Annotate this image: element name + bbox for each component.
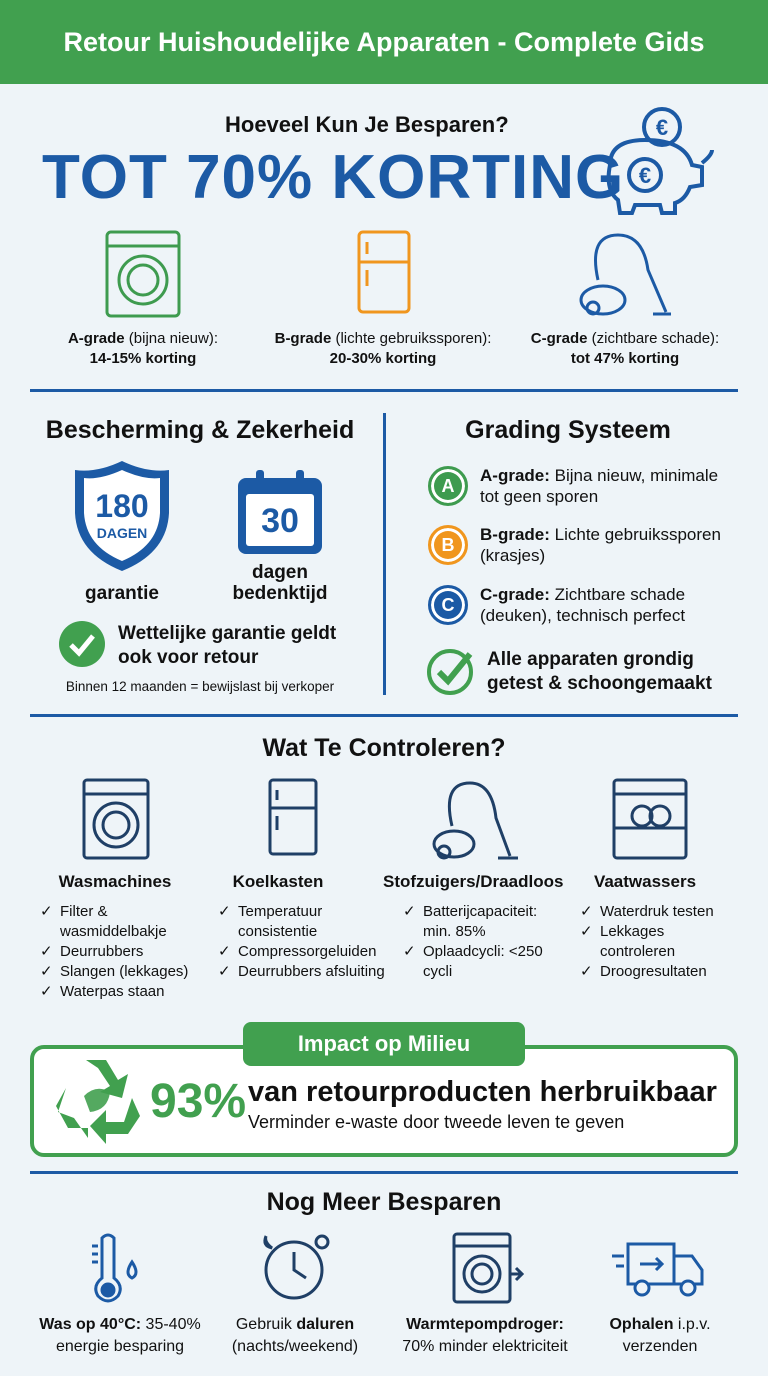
grade-item-b	[428, 524, 728, 566]
savings-headline: TOT 70% KORTING	[42, 143, 625, 212]
check-item: ✓ Droogresultaten	[580, 962, 730, 982]
divider	[383, 413, 386, 695]
check-item: ✓ Waterpas staan	[40, 982, 215, 1002]
grade-discount: 20-30% korting	[329, 350, 437, 367]
divider	[30, 389, 738, 392]
grade-desc: (bijna nieuw):	[124, 330, 219, 347]
calendar-number: 30	[261, 502, 299, 540]
legal-guarantee: ook voor retour	[118, 647, 259, 668]
vacuum-icon	[430, 778, 520, 860]
tip-text: i.p.v.	[673, 1316, 711, 1333]
check-item: ✓ Batterijcapaciteit: min. 85%	[403, 902, 543, 942]
column-title: Stofzuigers/Draadloos	[383, 872, 564, 891]
recycle-icon	[50, 1056, 142, 1146]
grade-label: B-grade:	[480, 525, 550, 544]
check-item: ✓ Compressorgeluiden	[218, 942, 398, 962]
check-item: ✓ Slangen (lekkages)	[40, 962, 215, 982]
washing-machine-icon	[82, 778, 150, 860]
tip-item	[200, 1314, 390, 1358]
grade-discount: 14-15% korting	[89, 350, 197, 367]
tip-bold: Ophalen	[609, 1316, 674, 1333]
tip-text: verzenden	[622, 1338, 698, 1355]
vacuum-icon	[578, 230, 673, 318]
column-title: Vaatwassers	[593, 872, 697, 891]
check-title: Wat Te Controleren?	[262, 734, 506, 762]
clock-icon	[258, 1228, 336, 1304]
thermometer-icon	[88, 1232, 144, 1304]
grade-label: C-grade:	[480, 585, 550, 604]
fridge-icon	[357, 230, 411, 318]
grade-item-a	[428, 465, 728, 507]
tip-text: (nachts/weekend)	[231, 1338, 359, 1355]
tip-item	[385, 1314, 585, 1358]
grade-label: C-grade	[530, 330, 588, 347]
grade-desc: (lichte gebruikssporen):	[331, 330, 492, 347]
check-item: ✓ Lekkages controleren	[580, 922, 730, 962]
shield-unit: DAGEN	[96, 525, 148, 541]
impact-sub: Verminder e-waste door tweede leven te geven	[248, 1112, 625, 1132]
tip-bold: Warmtepompdroger:	[406, 1316, 564, 1333]
check-item: ✓ Temperatuur consistentie	[218, 902, 398, 942]
washing-machine-icon	[105, 230, 181, 318]
column-title: Koelkasten	[232, 872, 324, 891]
grade-c-badge: C	[428, 585, 468, 625]
more-title: Nog Meer Besparen	[266, 1188, 502, 1216]
tip-bold: Was op 40°C:	[39, 1316, 142, 1333]
piggy-bank-icon	[590, 105, 720, 217]
divider	[30, 1171, 738, 1174]
check-item: ✓ Waterdruk testen	[580, 902, 730, 922]
divider	[30, 714, 738, 717]
calendar-label: bedenktijd	[232, 583, 328, 604]
grade-label: B-grade	[274, 330, 332, 347]
check-icon	[426, 646, 476, 696]
savings-question: Hoeveel Kun Je Besparen?	[225, 112, 509, 137]
shield-number: 180	[95, 488, 149, 524]
column-title: Wasmachines	[58, 872, 172, 891]
check-circle-icon	[58, 620, 106, 668]
tip-text: Gebruik	[235, 1316, 297, 1333]
tip-text: energie besparing	[55, 1338, 185, 1355]
grade-a-badge: A	[428, 466, 468, 506]
legal-note: Binnen 12 maanden = bewijslast bij verkoper	[65, 679, 335, 694]
tip-text: 35-40%	[141, 1316, 201, 1333]
grade-item-c	[428, 584, 728, 626]
check-item: ✓ Deurrubbers afsluiting	[218, 962, 398, 982]
grade-desc: Lichte gebruikssporen (krasjes)	[480, 525, 721, 565]
tip-item	[580, 1314, 740, 1358]
tip-bold: daluren	[296, 1316, 355, 1333]
tip-text: 70% minder elektriciteit	[402, 1338, 568, 1355]
check-item: ✓ Filter & wasmiddelbakje	[40, 902, 215, 942]
heat-pump-dryer-icon	[452, 1232, 524, 1304]
fridge-icon	[268, 778, 318, 860]
page-title: Retour Huishoudelijke Apparaten - Complete Gids	[63, 26, 705, 57]
delivery-truck-icon	[610, 1240, 706, 1298]
grade-desc: (zichtbare schade):	[587, 330, 720, 347]
check-item: ✓ Oplaadcycli: <250 cycli	[403, 942, 543, 982]
grade-b-badge: B	[428, 525, 468, 565]
shield-label: garantie	[85, 583, 159, 604]
grading-title: Grading Systeem	[465, 416, 671, 444]
svg-text:€: €	[655, 115, 669, 140]
tip-item	[20, 1314, 220, 1358]
grade-desc: Bijna nieuw, minimale tot geen sporen	[480, 466, 719, 506]
grade-desc: Zichtbare schade (deuken), technisch perfect	[480, 585, 686, 625]
grade-label: A-grade	[67, 330, 125, 347]
protection-title: Bescherming & Zekerheid	[45, 416, 355, 444]
grade-discount: tot 47% korting	[570, 350, 680, 367]
legal-guarantee: Wettelijke garantie geldt	[118, 623, 337, 644]
check-item: ✓ Deurrubbers	[40, 942, 215, 962]
impact-percent: 93%	[150, 1075, 247, 1128]
header-banner	[0, 0, 768, 84]
calendar-label: dagen	[252, 562, 308, 583]
dishwasher-icon	[612, 778, 688, 860]
grade-label: A-grade:	[480, 466, 550, 485]
tested-note: Alle apparaten grondig getest & schoongemaakt	[487, 649, 712, 694]
impact-label: Impact op Milieu	[243, 1022, 525, 1066]
impact-headline: van retourproducten herbruikbaar	[248, 1076, 717, 1108]
svg-text:€: €	[638, 163, 652, 188]
